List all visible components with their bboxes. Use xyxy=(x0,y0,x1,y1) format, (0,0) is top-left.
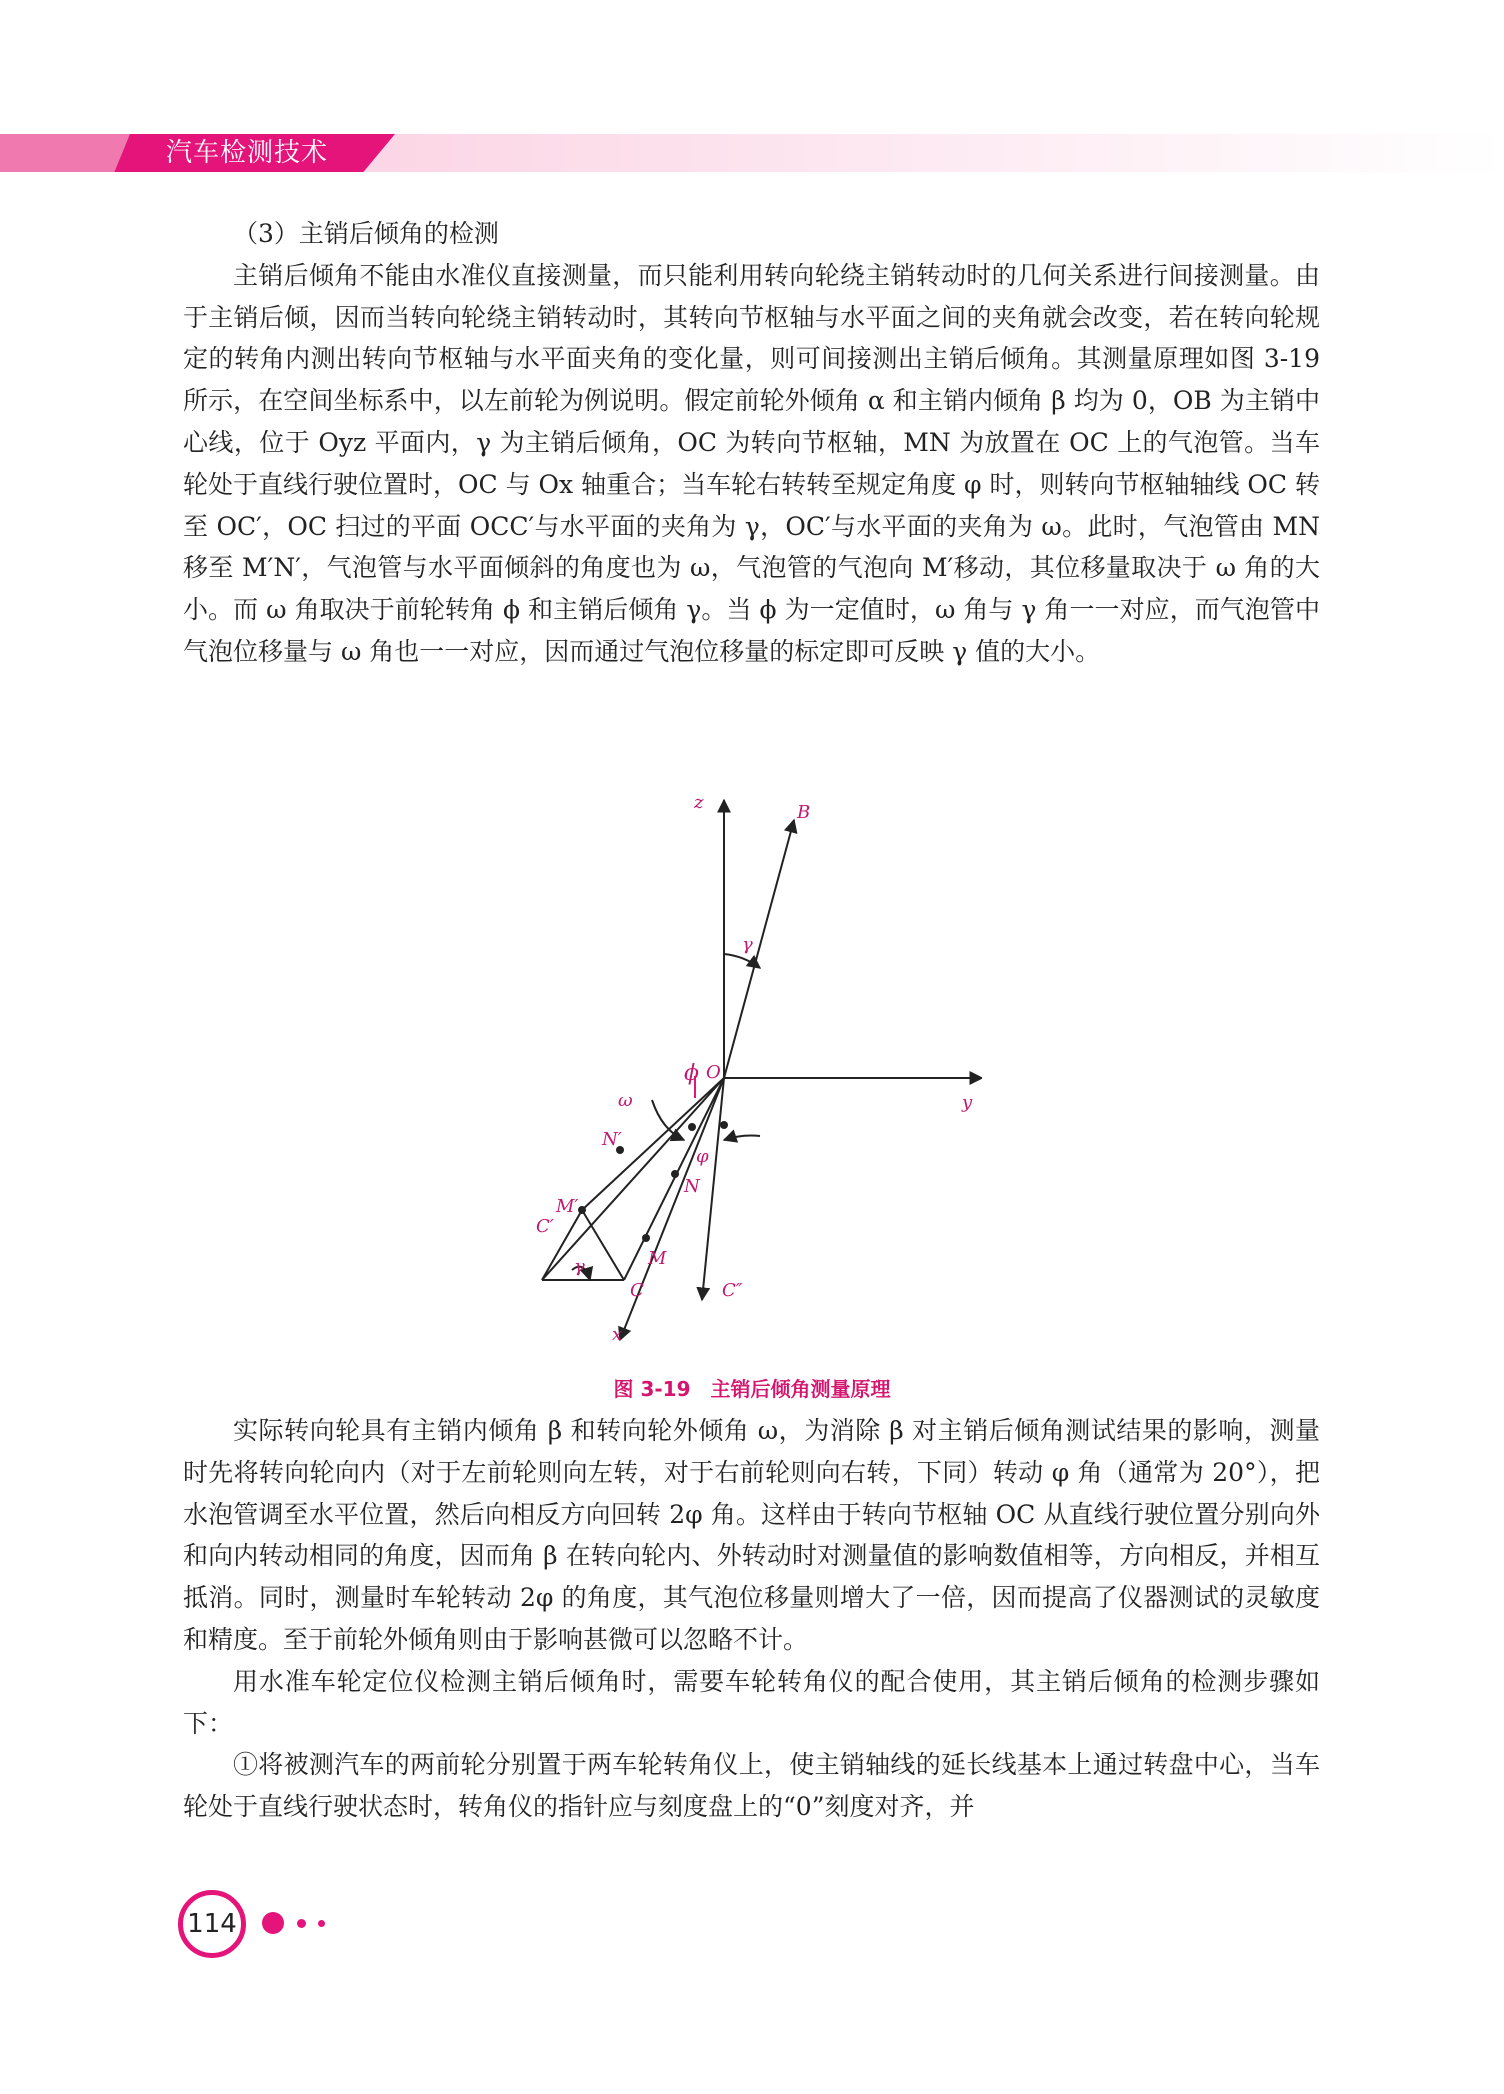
arc-varphi xyxy=(724,1136,760,1141)
running-header-title: 汽车检测技术 xyxy=(166,138,329,168)
point-arc xyxy=(720,1121,728,1129)
point-M-prime xyxy=(578,1206,586,1214)
body-text-bottom xyxy=(183,1410,1320,1828)
label-y: y xyxy=(962,1092,973,1113)
page-dot-medium xyxy=(297,1919,306,1928)
line-OC-double xyxy=(702,1078,724,1300)
label-gamma-bottom: γ xyxy=(574,1256,585,1277)
figure-3-19 xyxy=(512,780,982,1350)
label-N: N xyxy=(684,1176,700,1197)
point-M xyxy=(642,1234,650,1242)
label-z: z xyxy=(694,792,704,813)
label-C-prime: C′ xyxy=(536,1216,554,1237)
paragraph: 用水准车轮定位仪检测主销后倾角时，需要车轮转角仪的配合使用，其主销后倾角的检测步骤如下： xyxy=(183,1666,1320,1738)
label-x: x xyxy=(612,1324,623,1345)
paragraph: 实际转向轮具有主销内倾角 β 和转向轮外倾角 ω，为消除 β 对主销后倾角测试结果的影响，测量时先将转向轮向内（对于左前轮则向左转，对于右前轮则向右转，下同）转动 φ 角（通常为 20°），把水泡管调至水平位置，然后向相反方向回转 2φ 角。这样由于转向节枢轴 OC 从直线行驶位置分别向外和向内转动相同的角度，因而角 β 在转向轮内、外转动时对测量值的影响数值相等，方向相反，并相互抵消。同时，测量时车轮转动 2φ 的角度，其气泡位移量则增大了一倍，因而提高了仪器测试的灵敏度和精度。至于前轮外倾角则由于影响甚微可以忽略不计。 xyxy=(183,1416,1320,1654)
line-C-prime-C xyxy=(582,1210,624,1280)
label-C: C xyxy=(630,1280,644,1301)
line-OC xyxy=(624,1078,724,1280)
page-number: 114 xyxy=(178,1890,246,1958)
point-N xyxy=(671,1170,679,1178)
label-B: B xyxy=(797,802,811,823)
label-omega: ω xyxy=(618,1090,633,1111)
diagram-svg xyxy=(512,780,982,1350)
line-OB xyxy=(724,820,794,1078)
paragraph: 主销后倾角不能由水准仪直接测量，而只能利用转向轮绕主销转动时的几何关系进行间接测量。由于主销后倾，因而当转向轮绕主销转动时，其转向节枢轴与水平面之间的夹角就会改变，若在转向轮规定的转角内测出转向节枢轴与水平面夹角的变化量，则可间接测出主销后倾角。其测量原理如图 3-19 所示，在空间坐标系中，以左前轮为例说明。假定前轮外倾角 α 和主销内倾角 β 均为 0，OB 为主销中心线，位于 Oyz 平面内，γ 为主销后倾角，OC 为转向节枢轴，MN 为放置在 OC 上的气泡管。当车轮处于直线行驶位置时，OC 与 Ox 轴重合；当车轮右转转至规定角度 φ 时，则转向节枢轴轴线 OC 转至 OC′，OC 扫过的平面 OCC′与水平面的夹角为 γ，OC′与水平面的夹角为 ω。此时，气泡管由 MN 移至 M′N′，气泡管与水平面倾斜的角度也为 ω，气泡管的气泡向 M′移动，其位移量取决于 ω 角的大小。而 ω 角取决于前轮转角 ϕ 和主销后倾角 γ。当 ϕ 为一定值时，ω 角与 γ 角一一对应，而气泡管中气泡位移量与 ω 角也一一对应，因而通过气泡位移量的标定即可反映 γ 值的大小。 xyxy=(183,260,1320,666)
page-dot-small xyxy=(318,1920,325,1927)
label-C-double: C″ xyxy=(722,1280,743,1301)
label-M-prime: M′ xyxy=(556,1196,579,1217)
figure-caption: 图 3-19 主销后倾角测量原理 xyxy=(613,1377,891,1401)
paragraph: ①将被测汽车的两前轮分别置于两车轮转角仪上，使主销轴线的延长线基本上通过转盘中心，当车轮处于直线行驶状态时，转角仪的指针应与刻度盘上的“0”刻度对齐，并 xyxy=(183,1750,1320,1822)
page-dot-large xyxy=(262,1912,284,1934)
label-phi: ϕ xyxy=(684,1061,699,1086)
section-title: （3）主销后倾角的检测 xyxy=(233,219,499,248)
label-O: O xyxy=(706,1062,721,1083)
label-varphi: φ xyxy=(696,1146,709,1167)
point-upper xyxy=(688,1123,696,1131)
label-gamma-top: γ xyxy=(742,934,753,955)
header-tab-accent xyxy=(0,134,130,172)
label-N-prime: N′ xyxy=(602,1129,622,1150)
label-M: M xyxy=(648,1248,667,1269)
body-text-top xyxy=(183,213,1320,673)
